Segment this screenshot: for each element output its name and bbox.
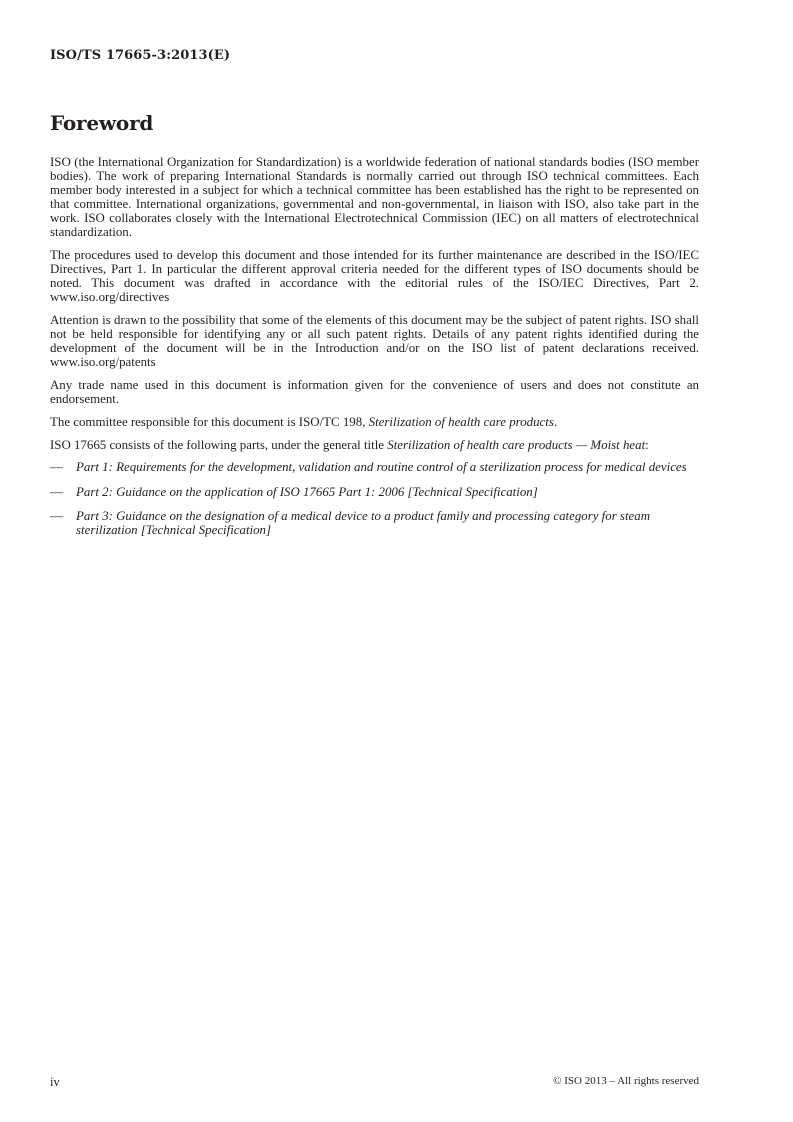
committee-text: The committee responsible for this document is ISO/TC 198, [50, 414, 369, 429]
paragraph-committee [50, 415, 699, 429]
committee-title: Sterilization of health care products [368, 414, 554, 429]
list-item [50, 460, 699, 474]
part-1-title: Part 1: Requirements for the development, validation and routine control of a sterilization process for medical devices [76, 460, 687, 475]
committee-suffix: . [553, 414, 558, 429]
list-item [50, 485, 699, 499]
part-2-title: Part 2: Guidance on the application of ISO 17665 Part 1: 2006 [Technical Specification] [76, 484, 538, 499]
copyright-notice: © ISO 2013 – All rights reserved [553, 1075, 699, 1087]
page-number: iv [50, 1075, 60, 1089]
document-id: ISO/TS 17665-3:2013(E) [50, 48, 231, 63]
paragraph-trade-name: Any trade name used in this document is information given for the convenience of users and does not constitute an endorsement. [50, 378, 699, 407]
part-3-title: Part 3: Guidance on the designation of a medical device to a product family and processing category for steam sterilization [Technical Specification] [76, 508, 651, 537]
list-dash: — [50, 508, 63, 523]
parts-intro-suffix: : [645, 437, 649, 452]
paragraph-parts-intro [50, 438, 699, 452]
parts-intro-text: ISO 17665 consists of the following parts, under the general title [50, 437, 388, 452]
parts-list [50, 460, 699, 537]
list-dash: — [50, 460, 63, 475]
parts-general-title: Sterilization of health care products — Moist heat [387, 437, 646, 452]
list-dash: — [50, 484, 63, 499]
list-item [50, 509, 699, 537]
page-title: Foreword [50, 111, 154, 135]
paragraph-iso-intro: ISO (the International Organization for Standardization) is a worldwide federation of national standards bodies (ISO member bodies). The work of preparing International Standards is normally carried out through ISO technical committees. Each member body interested in a subject for which a technical committee has been established has the right to be represented on that committee. International organizations, governmental and non-governmental, in liaison with ISO, also take part in the work. ISO collaborates closely with the International Electrotechnical Commission (IEC) on all matters of electrotechnical standardization. [50, 155, 699, 240]
foreword-body [50, 155, 699, 547]
paragraph-patents: Attention is drawn to the possibility that some of the elements of this document may be the subject of patent rights. ISO shall not be held responsible for identifying any or all such patent rights. Details of any patent rights identified during the development of the document will be in the Introduction and/or on the ISO list of patent declarations received. www.iso.org/patents [50, 313, 699, 370]
paragraph-procedures: The procedures used to develop this document and those intended for its further maintenance are described in the ISO/IEC Directives, Part 1. In particular the different approval criteria needed for the different types of ISO documents should be noted. This document was drafted in accordance with the editorial rules of the ISO/IEC Directives, Part 2. www.iso.org/directives [50, 248, 699, 305]
